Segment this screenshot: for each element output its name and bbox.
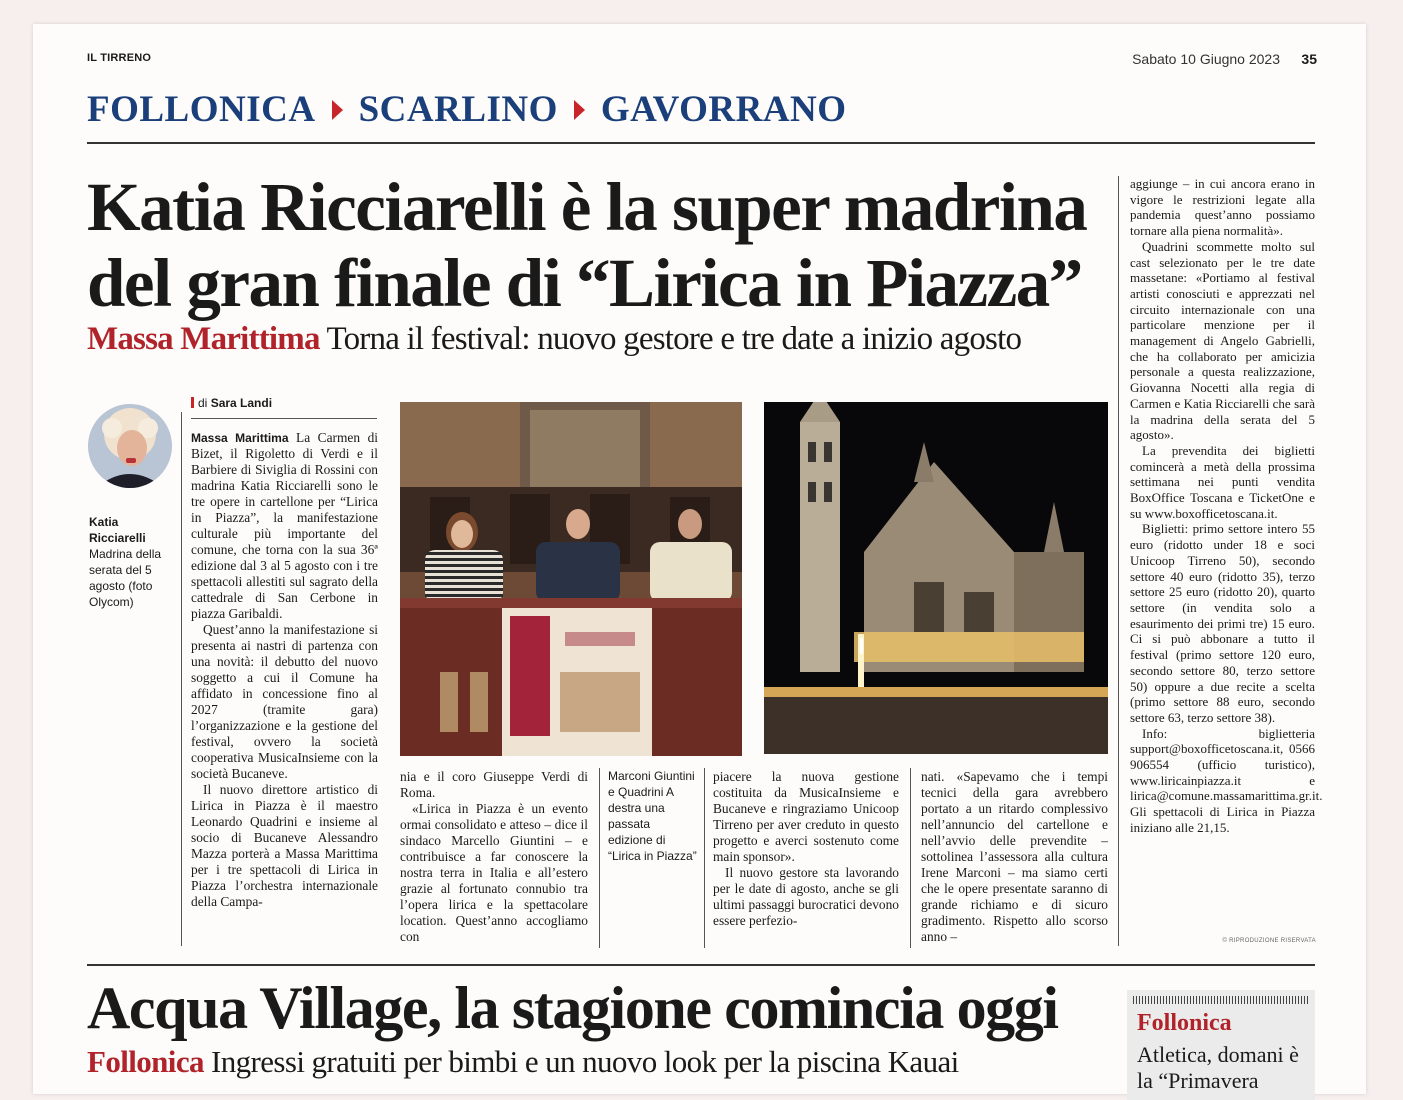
second-headline: Acqua Village, la stagione comincia oggi [87,975,1058,1041]
col4-paragraph-1: nati. «Sapevamo che i tempi tecnici della gara avrebbero portato a un ritardo complessivo nell’annuncio del cartellone e nell’avvio delle prevendite – sottolinea l’assessora alla cultura Irene Marconi – ma siamo certi che le opere presentate saranno di grande richiamo e di sicuro gradimento. Rispetto allo scorso anno – [921,769,1108,944]
newspaper-page [33,24,1366,1094]
second-subhead-place: Follonica [87,1044,204,1079]
right-paragraph-4: Biglietti: primo settore intero 55 euro (ridotto under 18 e soci Unicoop Tirreno 50), secondo settore 40 euro (ridotto 35), terzo settore 25 euro (ridotto 20), quarto settore (in vendita solo a esaurimento dei primi tre) 15 euro. Ci si può abbonare a tutto il festival (primo settore 120 euro, secondo settore 80, terzo settore 50) oppure a due recite a scelta (primo settore 88 euro, secondo settore 63, terzo settore 38). [1130,521,1315,725]
column-rule [910,768,911,948]
article-separator [87,964,1315,966]
column-rule [704,768,705,948]
section-header [87,88,847,131]
col3-paragraph-2: Il nuovo gestore sta lavorando per le date di agosto, anche se gli ultimi passaggi burocratici devono essere perfezio- [713,865,899,928]
headline-line-2: del gran finale di “Lirica in Piazza” [87,245,1082,321]
section-gavorrano: GAVORRANO [600,89,847,130]
brief-text: Atletica, domani è la “Primavera [1137,1042,1299,1093]
column-1 [191,430,378,910]
byline-prefix: di [198,396,208,410]
col1-paragraph-3: Il nuovo direttore artistico di Lirica in Piazza è il maestro Leonardo Quadrini e insieme al socio di Bucaneve Alessandro Mazza porterà a Massa Marittima per i tre spettacoli di Lirica in Piazza l’orchestra internazionale della Campa- [191,782,378,909]
column-4 [921,769,1108,945]
triangle-separator-icon [332,100,343,120]
dateline: Massa Marittima [191,431,289,445]
page-number: 35 [1301,51,1317,67]
col2-paragraph-2: «Lirica in Piazza è un evento ormai consolidato e atteso – dice il sindaco Marcello Giuntini – e contribuisce a far conoscere la nostra terra in Italia e all’estero grazie al fortunato connubio tra l’opera lirica e la spettacolare location. Quest’anno accogliamo con [400,801,588,944]
col1-paragraph-1: La Carmen di Bizet, il Rigoletto di Verdi e il Barbiere di Siviglia di Rossini con madrina Katia Ricciarelli sono le tre opere in cartellone per “Lirica in Piazza”, la manifestazione culturale più importante del comune, che torna con la sua 36ª edizione dal 3 al 5 agosto con i tre spettacoli allestiti sul sagrato della cattedrale di San Cerbone in piazza Garibaldi. [191,430,378,621]
issue-date: Sabato 10 Giugno 2023 [1132,51,1280,67]
headline-line-1: Katia Ricciarelli è la super madrina [87,169,1087,245]
column-2 [400,769,588,945]
section-scarlino: SCARLINO [358,89,558,130]
section-follonica: FOLLONICA [87,89,316,130]
masthead: IL TIRRENO [87,52,152,64]
decorative-barcode-icon [1133,996,1309,1004]
portrait-caption-text: Madrina della serata del 5 agosto (foto Olycom) [89,547,162,609]
press-conference-photo [400,402,742,756]
subhead-text: Torna il festival: nuovo gestore e tre date a inizio agosto [326,321,1022,357]
column-right [1130,176,1323,836]
copyright-note: © RIPRODUZIONE RISERVATA [1222,938,1316,944]
portrait-caption [89,514,169,610]
column-rule [181,412,182,946]
top-rule [87,142,1315,144]
col2-paragraph-1: nia e il coro Giuseppe Verdi di Roma. [400,769,588,800]
second-subheadline [87,1044,959,1080]
brief-place: Follonica [1137,1010,1232,1036]
subhead-place: Massa Marittima [87,321,320,357]
col3-paragraph-1: piacere la nuova gestione costituita da MusicaInsieme e Bucaneve e ringraziamo Unicoop Tirreno per aver creduto in questo progetto e averci sostenuto come main sponsor». [713,769,899,864]
sidebar-brief [1127,990,1315,1100]
byline-marker-icon [191,397,194,408]
portrait-caption-name: Katia Ricciarelli [89,515,146,545]
portrait-photo [88,404,172,488]
column-3 [713,769,899,929]
festival-night-photo [764,402,1108,754]
right-paragraph-1: aggiunge – in cui ancora erano in vigore le restrizioni legate alla pandemia quest’anno possiamo tornare alla piena normalità». [1130,176,1315,239]
byline-author: Sara Landi [210,396,273,410]
second-subhead-text: Ingressi gratuiti per bimbi e un nuovo look per la piscina Kauai [211,1044,959,1079]
column-rule [599,768,600,948]
photo-caption: Marconi Giuntini e Quadrini A destra una passata edizione di “Lirica in Piazza” [608,769,697,863]
right-paragraph-3: La prevendita dei biglietti comincerà a metà della prossima settimana nei punti vendita BoxOffice Toscana e TicketOne e su www.boxofficetoscana.it. [1130,442,1315,521]
right-paragraph-2: Quadrini scommette molto sul cast selezionato per le tre date massetane: «Portiamo al festival artisti conosciuti e apprezzati nel circuito internazionale con una particolare menzione per il management di Angelo Gabrielli, che ha collaborato per amicizia personale a questa realizzazione, Giovanna Nocetti alla regia di Carmen e Katia Ricciarelli che sarà la madrina della serata del 5 agosto». [1130,238,1315,443]
right-paragraph-5: Info: biglietteria support@boxofficetoscana.it, 0566 906554 (ufficio turistico), www.liricainpiazza.it e lirica@comune.massamarittima.gr.it. Gli spettacoli di Lirica in Piazza iniziano alle 21,15. [1130,725,1323,835]
byline-rule [191,418,377,419]
triangle-separator-icon [574,100,585,120]
subheadline [87,321,1117,358]
column-rule [1118,176,1119,946]
byline [191,396,272,410]
main-headline [87,169,1117,321]
col1-paragraph-2: Quest’anno la manifestazione si presenta ai nastri di partenza con una novità: il debutto del nuovo soggetto a cui il Comune ha affidato in concessione fino al 2027 (tramite gara) l’organizzazione e la gestione del festival, ovvero la società cooperativa MusicaInsieme con la società Bucaneve. [191,622,378,781]
